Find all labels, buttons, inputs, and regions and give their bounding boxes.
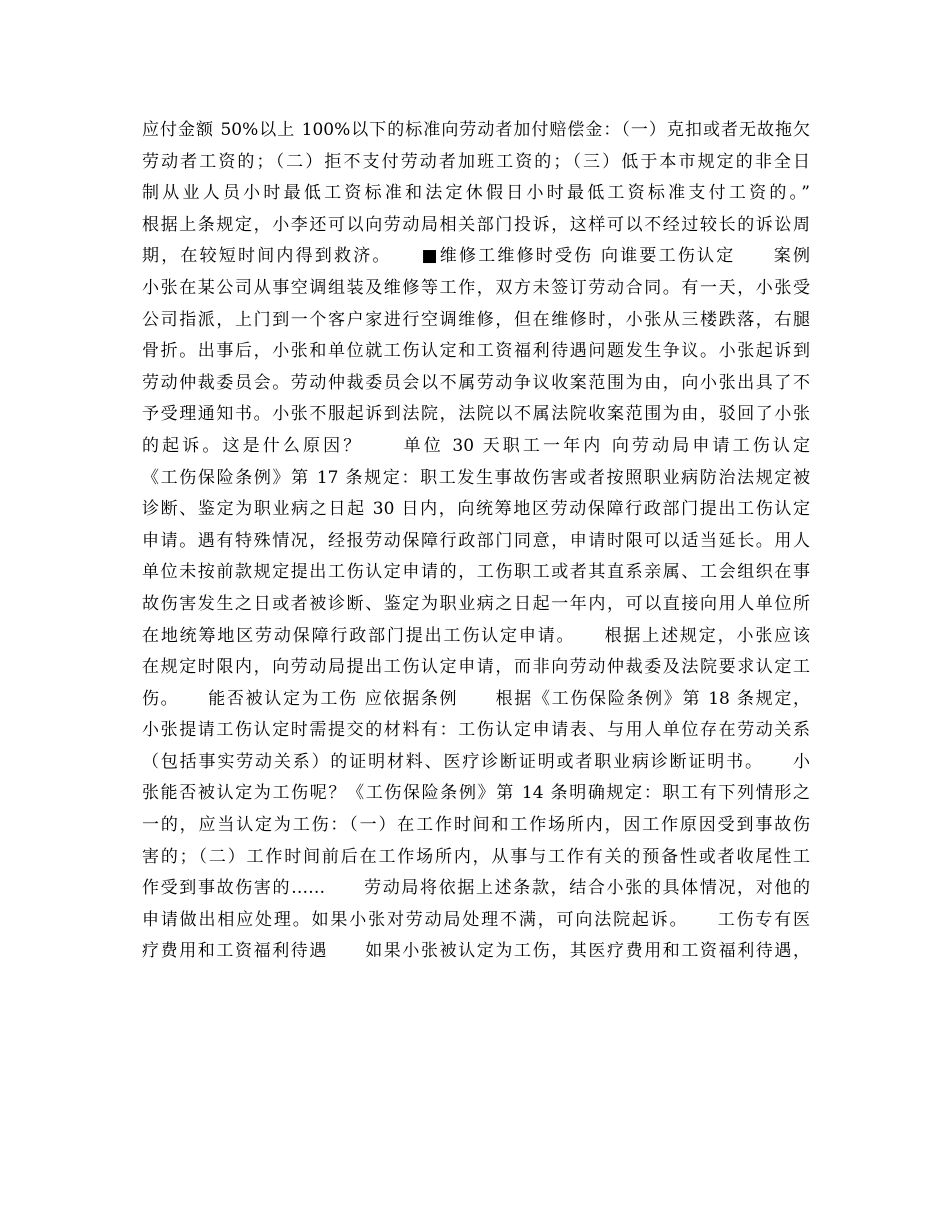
text-line: 《工伤保险条例》第 17 条规定：职工发生事故伤害或者按照职业病防治法规定被 (142, 467, 810, 488)
text-line: 诊断、鉴定为职业病之日起 30 日内，向统筹地区劳动保障行政部门提出工伤认定 (142, 499, 810, 520)
text-line: 小张提请工伤认定时需提交的材料有：工伤认定申请表、与用人单位存在劳动关系 (142, 720, 810, 741)
text-line: 劳动仲裁委员会。劳动仲裁委员会以不属劳动争议收案范围为由，向小张出具了不 (142, 372, 810, 393)
text-line: 在地统筹地区劳动保障行政部门提出工伤认定申请。 根据上述规定，小张应该 (142, 625, 810, 646)
text-line: 劳动者工资的；（二）拒不支付劳动者加班工资的；（三）低于本市规定的非全日 (142, 151, 810, 172)
text-line: 害的；（二）工作时间前后在工作场所内，从事与工作有关的预备性或者收尾性工 (142, 846, 810, 867)
text-line: 作受到事故伤害的…… 劳动局将依据上述条款，结合小张的具体情况，对他的 (142, 878, 810, 899)
text-line: 故伤害发生之日或者被诊断、鉴定为职业病之日起一年内，可以直接向用人单位所 (142, 593, 810, 614)
document-body (142, 115, 810, 968)
text-line: 张能否被认定为工伤呢？《工伤保险条例》第 14 条明确规定：职工有下列情形之 (142, 783, 810, 804)
text-line: 单位未按前款规定提出工伤认定申请的，工伤职工或者其直系亲属、工会组织在事 (142, 562, 810, 583)
text-line: 伤。 能否被认定为工伤 应依据条例 根据《工伤保险条例》第 18 条规定， (142, 688, 810, 709)
text-line: 在规定时限内，向劳动局提出工伤认定申请，而非向劳动仲裁委及法院要求认定工 (142, 657, 810, 678)
text-line: 申请做出相应处理。如果小张对劳动局处理不满，可向法院起诉。 工伤专有医 (142, 909, 810, 930)
text-line: 根据上条规定，小李还可以向劳动局相关部门投诉，这样可以不经过较长的诉讼周 (142, 214, 810, 235)
text-line: 小张在某公司从事空调组装及维修等工作，双方未签订劳动合同。有一天，小张受 (142, 277, 810, 298)
text-line: 一的，应当认定为工伤：（一）在工作时间和工作场所内，因工作原因受到事故伤 (142, 815, 810, 836)
text-line: 疗费用和工资福利待遇 如果小张被认定为工伤，其医疗费用和工资福利待遇， (142, 941, 810, 962)
text-line: 的起诉。这是什么原因？ 单位 30 天职工一年内 向劳动局申请工伤认定 (142, 435, 810, 456)
text-line: 制从业人员小时最低工资标准和法定休假日小时最低工资标准支付工资的。” (142, 183, 810, 204)
text-line: 予受理通知书。小张不服起诉到法院，法院以不属法院收案范围为由，驳回了小张 (142, 404, 810, 425)
text-line: 申请。遇有特殊情况，经报劳动保障行政部门同意，申请时限可以适当延长。用人 (142, 530, 810, 551)
text-line: （包括事实劳动关系）的证明材料、医疗诊断证明或者职业病诊断证明书。 小 (142, 751, 810, 772)
text-line: 期，在较短时间内得到救济。 ■维修工维修时受伤 向谁要工伤认定 案例 (142, 246, 810, 267)
text-line: 公司指派，上门到一个客户家进行空调维修，但在维修时，小张从三楼跌落，右腿 (142, 309, 810, 330)
text-line: 应付金额 50%以上 100%以下的标准向劳动者加付赔偿金：（一）克扣或者无故拖欠 (142, 120, 810, 140)
text-line: 骨折。出事后，小张和单位就工伤认定和工资福利待遇问题发生争议。小张起诉到 (142, 341, 810, 362)
